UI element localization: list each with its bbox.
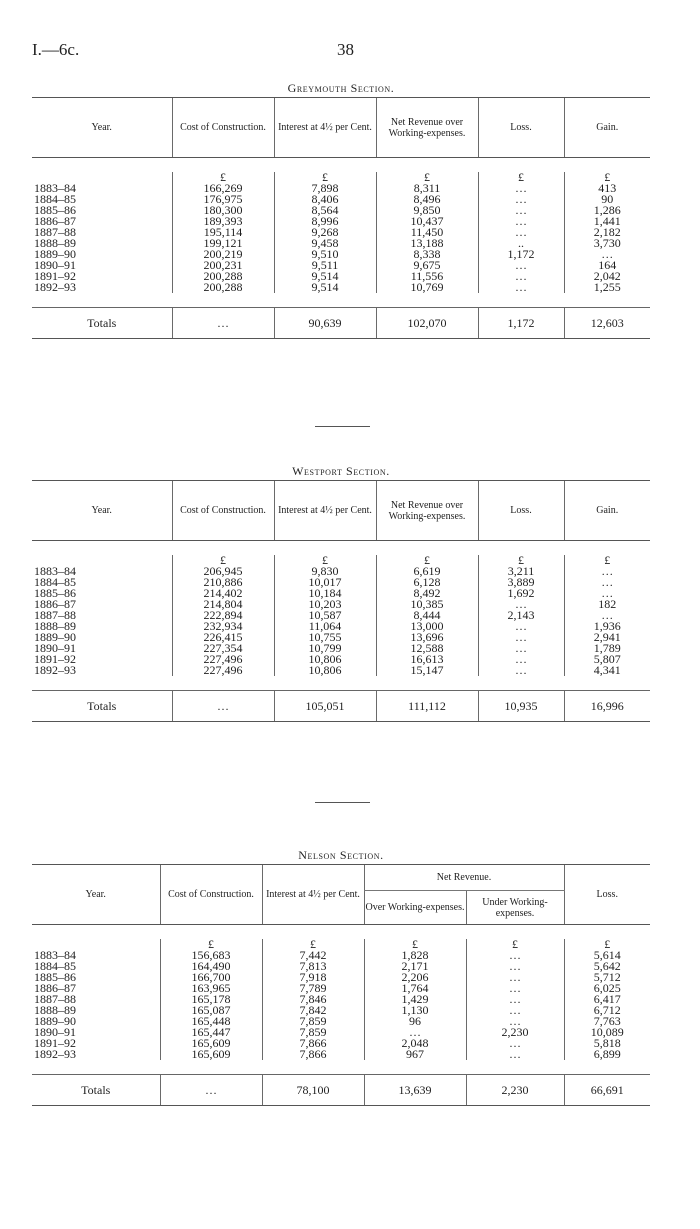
gain-cell: … [564,577,650,588]
loss-cell: 3,211 [478,566,564,577]
over-cell: 1,130 [364,1005,466,1016]
year-cell: 1891–92 [34,269,76,283]
loss-cell: … [478,183,564,194]
interest-cell: 9,458 [274,238,376,249]
table-row [32,1049,650,1060]
year-cell: 1891–92 [34,1036,76,1050]
under-cell: … [466,983,564,994]
net-cell: 15,147 [376,665,478,676]
total-loss: 1,172 [478,308,564,339]
year-cell: 1891–92 [34,652,76,666]
loss-cell: … [478,654,564,665]
year-cell: 1888–89 [34,1003,76,1017]
loss-cell: … [478,282,564,293]
over-cell: 2,171 [364,961,466,972]
interest-cell: 7,859 [262,1016,364,1027]
col-cost: Cost of Construction. [160,865,262,925]
table-row [32,972,650,983]
col-net-revenue: Net Revenue over Working-expenses. [376,98,478,158]
net-cell: 10,769 [376,282,478,293]
currency-symbol: £ [172,555,274,566]
currency-symbol: £ [564,555,650,566]
interest-cell: 10,806 [274,654,376,665]
over-cell: 1,429 [364,994,466,1005]
interest-cell: 8,996 [274,216,376,227]
currency-symbol: £ [274,555,376,566]
gain-cell: … [564,588,650,599]
under-cell: … [466,1038,564,1049]
table-row [32,271,650,282]
cost-cell: 165,178 [160,994,262,1005]
interest-cell: 7,866 [262,1049,364,1060]
year-cell: 1883–84 [34,564,76,578]
loss-cell: 5,712 [564,972,650,983]
loss-cell: 6,417 [564,994,650,1005]
currency-row [32,172,650,183]
interest-cell: 7,859 [262,1027,364,1038]
net-cell: 8,492 [376,588,478,599]
table-row [32,205,650,216]
page-header [32,40,652,64]
cost-cell: 165,609 [160,1038,262,1049]
col-loss: Loss. [564,865,650,925]
interest-cell: 10,806 [274,665,376,676]
total-over: 13,639 [364,1075,466,1106]
interest-cell: 10,799 [274,643,376,654]
interest-cell: 7,842 [262,1005,364,1016]
gain-cell: … [564,610,650,621]
cost-cell: 180,300 [172,205,274,216]
year-cell: 1884–85 [34,575,76,589]
cost-cell: 227,496 [172,654,274,665]
table-row [32,1038,650,1049]
under-cell: 2,230 [466,1027,564,1038]
interest-cell: 10,184 [274,588,376,599]
westport-section [32,462,650,722]
gain-cell: 1,789 [564,643,650,654]
loss-cell: 10,089 [564,1027,650,1038]
totals-row [32,691,650,722]
net-cell: 8,311 [376,183,478,194]
gain-cell: … [564,249,650,260]
loss-cell: 6,899 [564,1049,650,1060]
currency-symbol: £ [262,939,364,950]
currency-row [32,555,650,566]
cost-cell: 156,683 [160,950,262,961]
loss-cell: … [478,227,564,238]
cost-cell: 165,609 [160,1049,262,1060]
net-cell: 9,850 [376,205,478,216]
under-cell: … [466,994,564,1005]
cost-cell: 232,934 [172,621,274,632]
cost-cell: 165,448 [160,1016,262,1027]
col-loss: Loss. [478,481,564,541]
gain-cell: 1,286 [564,205,650,216]
totals-row [32,1075,650,1106]
greymouth-table [32,97,650,339]
gain-cell: 1,936 [564,621,650,632]
over-cell: 96 [364,1016,466,1027]
total-net: 102,070 [376,308,478,339]
gain-cell: 2,182 [564,227,650,238]
interest-cell: 7,918 [262,972,364,983]
net-cell: 9,675 [376,260,478,271]
cost-cell: 200,288 [172,282,274,293]
currency-symbol: £ [564,939,650,950]
loss-cell: 6,712 [564,1005,650,1016]
totals-row [32,308,650,339]
interest-cell: 9,511 [274,260,376,271]
cost-cell: 164,490 [160,961,262,972]
interest-cell: 7,789 [262,983,364,994]
col-gain: Gain. [564,98,650,158]
total-cost: … [172,308,274,339]
interest-cell: 9,514 [274,271,376,282]
section-title: Greymouth Section. [287,81,395,95]
under-cell: … [466,950,564,961]
year-cell: 1892–93 [34,663,76,677]
under-cell: … [466,1005,564,1016]
interest-cell: 11,064 [274,621,376,632]
col-cost: Cost of Construction. [172,98,274,158]
total-interest: 78,100 [262,1075,364,1106]
total-under: 2,230 [466,1075,564,1106]
year-cell: 1887–88 [34,225,76,239]
over-cell: 967 [364,1049,466,1060]
gain-cell: 2,042 [564,271,650,282]
net-cell: 13,188 [376,238,478,249]
table-row [32,665,650,676]
interest-cell: 7,898 [274,183,376,194]
cost-cell: 227,354 [172,643,274,654]
gain-cell: 5,807 [564,654,650,665]
page-number: 38 [337,40,354,59]
col-cost: Cost of Construction. [172,481,274,541]
interest-cell: 7,813 [262,961,364,972]
year-cell: 1888–89 [34,236,76,250]
col-interest: Interest at 4½ per Cent. [274,98,376,158]
table-row [32,238,650,249]
year-cell: 1884–85 [34,192,76,206]
net-cell: 11,556 [376,271,478,282]
loss-cell: … [478,194,564,205]
table-row [32,260,650,271]
interest-cell: 10,755 [274,632,376,643]
gain-cell: 90 [564,194,650,205]
loss-cell: 2,143 [478,610,564,621]
year-cell: 1887–88 [34,992,76,1006]
loss-cell: … [478,271,564,282]
gain-cell: 4,341 [564,665,650,676]
currency-symbol: £ [160,939,262,950]
totals-label: Totals [32,308,172,339]
total-interest: 105,051 [274,691,376,722]
interest-cell: 8,406 [274,194,376,205]
year-cell: 1885–86 [34,203,76,217]
year-cell: 1886–87 [34,597,76,611]
gain-cell: 182 [564,599,650,610]
total-cost: … [160,1075,262,1106]
col-interest: Interest at 4½ per Cent. [262,865,364,925]
loss-cell: … [478,632,564,643]
gain-cell: 1,441 [564,216,650,227]
interest-cell: 9,514 [274,282,376,293]
cost-cell: 200,231 [172,260,274,271]
interest-cell: 7,866 [262,1038,364,1049]
currency-symbol: £ [564,172,650,183]
col-net-revenue: Net Revenue over Working-expenses. [376,481,478,541]
year-cell: 1883–84 [34,948,76,962]
over-cell: 2,206 [364,972,466,983]
cost-cell: 166,269 [172,183,274,194]
table-row [32,994,650,1005]
cost-cell: 195,114 [172,227,274,238]
net-cell: 13,696 [376,632,478,643]
table-row [32,983,650,994]
table-row [32,249,650,260]
interest-cell: 10,203 [274,599,376,610]
loss-cell: 5,818 [564,1038,650,1049]
col-year: Year. [32,481,172,541]
interest-cell: 7,442 [262,950,364,961]
table-row [32,183,650,194]
over-cell: … [364,1027,466,1038]
interest-cell: 9,268 [274,227,376,238]
year-cell: 1889–90 [34,630,76,644]
loss-cell: … [478,665,564,676]
year-cell: 1886–87 [34,981,76,995]
year-cell: 1889–90 [34,247,76,261]
net-cell: 10,437 [376,216,478,227]
col-year: Year. [32,865,160,925]
loss-cell: … [478,599,564,610]
net-cell: 8,444 [376,610,478,621]
under-cell: … [466,972,564,983]
year-cell: 1885–86 [34,970,76,984]
table-row [32,950,650,961]
cost-cell: 165,087 [160,1005,262,1016]
year-cell: 1885–86 [34,586,76,600]
nelson-table [32,864,650,1106]
year-cell: 1890–91 [34,641,76,655]
net-cell: 8,496 [376,194,478,205]
over-cell: 2,048 [364,1038,466,1049]
table-row [32,610,650,621]
col-over: Over Working-expenses. [364,891,466,925]
loss-cell: … [478,260,564,271]
totals-label: Totals [32,1075,160,1106]
currency-symbol: £ [376,172,478,183]
interest-cell: 10,017 [274,577,376,588]
section-divider [315,426,370,427]
year-cell: 1889–90 [34,1014,76,1028]
table-row [32,194,650,205]
document-reference: I.—6c. [32,40,80,59]
table-row [32,1016,650,1027]
section-title: Nelson Section. [298,848,384,862]
gain-cell: 164 [564,260,650,271]
net-cell: 13,000 [376,621,478,632]
section-title: Westport Section. [292,464,390,478]
net-cell: 11,450 [376,227,478,238]
col-interest: Interest at 4½ per Cent. [274,481,376,541]
total-loss: 66,691 [564,1075,650,1106]
currency-symbol: £ [478,555,564,566]
year-cell: 1887–88 [34,608,76,622]
cost-cell: 222,894 [172,610,274,621]
year-cell: 1890–91 [34,258,76,272]
year-cell: 1888–89 [34,619,76,633]
loss-cell: 1,692 [478,588,564,599]
gain-cell: 1,255 [564,282,650,293]
loss-cell: 3,889 [478,577,564,588]
nelson-section [32,846,650,1106]
year-cell: 1883–84 [34,181,76,195]
gain-cell: 413 [564,183,650,194]
total-gain: 16,996 [564,691,650,722]
interest-cell: 9,510 [274,249,376,260]
total-gain: 12,603 [564,308,650,339]
under-cell: … [466,1016,564,1027]
currency-symbol: £ [478,172,564,183]
cost-cell: 210,886 [172,577,274,588]
greymouth-section [32,79,650,339]
col-year: Year. [32,98,172,158]
cost-cell: 165,447 [160,1027,262,1038]
currency-symbol: £ [376,555,478,566]
over-cell: 1,764 [364,983,466,994]
over-cell: 1,828 [364,950,466,961]
year-cell: 1892–93 [34,280,76,294]
col-loss: Loss. [478,98,564,158]
cost-cell: 189,393 [172,216,274,227]
interest-cell: 7,846 [262,994,364,1005]
interest-cell: 10,587 [274,610,376,621]
under-cell: … [466,1049,564,1060]
total-net: 111,112 [376,691,478,722]
table-row [32,227,650,238]
currency-symbol: £ [364,939,466,950]
year-cell: 1884–85 [34,959,76,973]
loss-cell: 5,642 [564,961,650,972]
cost-cell: 214,402 [172,588,274,599]
year-cell: 1886–87 [34,214,76,228]
year-cell: 1892–93 [34,1047,76,1061]
gain-cell: 3,730 [564,238,650,249]
loss-cell: 6,025 [564,983,650,994]
currency-symbol: £ [274,172,376,183]
cost-cell: 206,945 [172,566,274,577]
year-cell: 1890–91 [34,1025,76,1039]
cost-cell: 176,975 [172,194,274,205]
table-row [32,216,650,227]
loss-cell: … [478,216,564,227]
interest-cell: 8,564 [274,205,376,216]
cost-cell: 199,121 [172,238,274,249]
cost-cell: 163,965 [160,983,262,994]
net-cell: 10,385 [376,599,478,610]
table-row [32,282,650,293]
table-row [32,961,650,972]
totals-label: Totals [32,691,172,722]
net-cell: 8,338 [376,249,478,260]
net-cell: 6,128 [376,577,478,588]
total-loss: 10,935 [478,691,564,722]
net-cell: 16,613 [376,654,478,665]
currency-symbol: £ [466,939,564,950]
col-net-revenue-group: Net Revenue. [364,865,564,891]
cost-cell: 200,219 [172,249,274,260]
table-row [32,1027,650,1038]
interest-cell: 9,830 [274,566,376,577]
net-cell: 12,588 [376,643,478,654]
col-under: Under Working-expenses. [466,891,564,925]
loss-cell: .. [478,238,564,249]
currency-row [32,939,650,950]
loss-cell: … [478,621,564,632]
cost-cell: 214,804 [172,599,274,610]
cost-cell: 200,288 [172,271,274,282]
net-cell: 6,619 [376,566,478,577]
total-cost: … [172,691,274,722]
loss-cell: … [478,205,564,216]
loss-cell: 7,763 [564,1016,650,1027]
table-row [32,1005,650,1016]
loss-cell: 1,172 [478,249,564,260]
under-cell: … [466,961,564,972]
loss-cell: 5,614 [564,950,650,961]
col-gain: Gain. [564,481,650,541]
westport-table [32,480,650,722]
total-interest: 90,639 [274,308,376,339]
section-divider [315,802,370,803]
cost-cell: 166,700 [160,972,262,983]
cost-cell: 226,415 [172,632,274,643]
gain-cell: … [564,566,650,577]
currency-symbol: £ [172,172,274,183]
gain-cell: 2,941 [564,632,650,643]
loss-cell: … [478,643,564,654]
cost-cell: 227,496 [172,665,274,676]
